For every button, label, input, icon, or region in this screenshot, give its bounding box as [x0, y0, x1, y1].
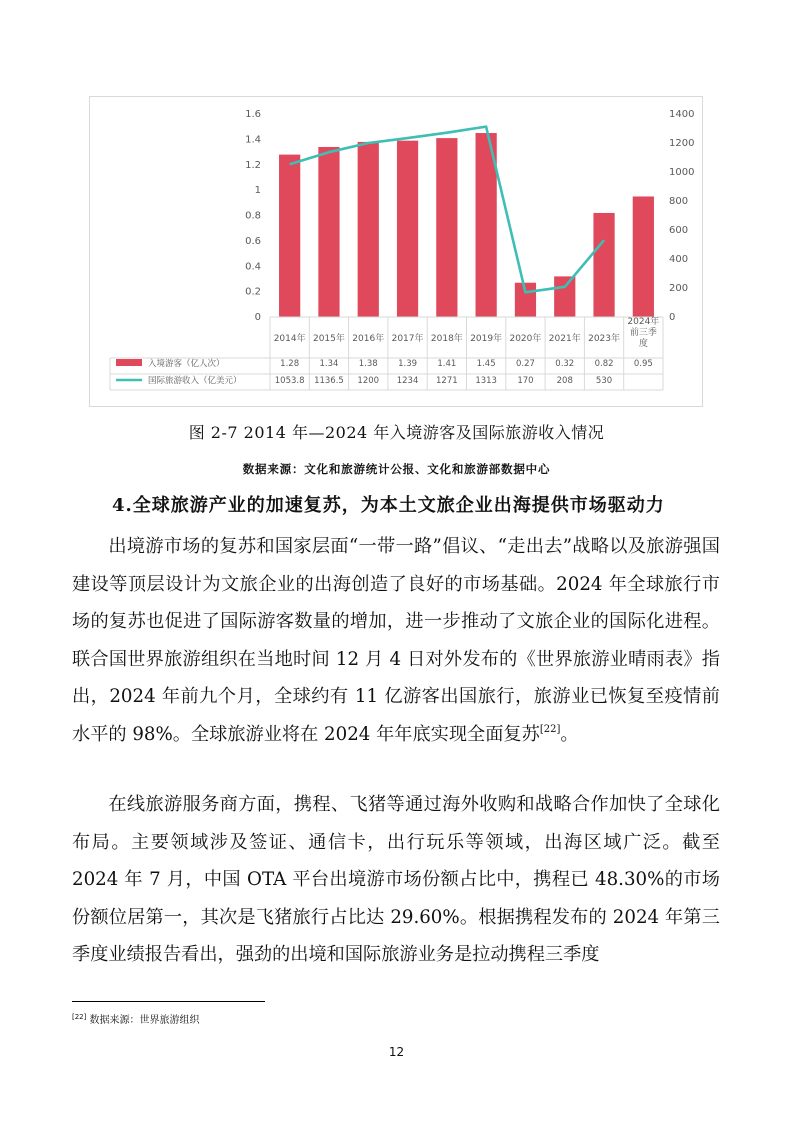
- footnote-text: 数据来源：世界旅游组织: [86, 1015, 200, 1026]
- category-label: 2015年: [312, 334, 345, 344]
- data-label: 1.41: [437, 359, 457, 369]
- figure-caption: 图 2-7 2014 年—2024 年入境游客及国际旅游收入情况: [188, 423, 605, 442]
- category-label: 2021年: [548, 334, 581, 344]
- legend-label: 入境游客（亿人次）: [148, 359, 225, 369]
- y-left-tick: 1.4: [245, 134, 261, 146]
- category-label: 2018年: [430, 334, 463, 344]
- y-left-tick: 0.8: [245, 210, 261, 222]
- data-label: 1271: [436, 376, 458, 386]
- data-label: 1053.8: [274, 376, 305, 386]
- data-label: 0.27: [515, 359, 535, 369]
- data-label: 1136.5: [314, 376, 344, 386]
- bar-visitors: [279, 155, 300, 317]
- y-right-tick: 800: [669, 196, 689, 207]
- footnote-divider: [72, 1001, 265, 1002]
- data-label: 1.38: [358, 359, 378, 369]
- y-left-tick: 0.4: [245, 261, 261, 273]
- y-right-tick: 1400: [669, 109, 695, 120]
- paragraph-2: 在线旅游服务商方面，携程、飞猪等通过海外收购和战略合作加快了全球化布局。主要领域涉及签证、通信卡，出行玩乐等领域，出海区域广泛。截至 2024 年 7 月，中国 OTA 平台出境游市场份额占比中，携程已 48.30%的市场份额位居第一，其次是飞猪旅行占比达 29.60%。根据携程发布的 2024 年第三季度业绩报告看出，强劲的出境和国际旅游业务是拉动携程三季度: [72, 794, 720, 965]
- data-label: 1.45: [476, 359, 496, 369]
- data-label: 1234: [396, 376, 419, 386]
- footnote: [72, 1011, 200, 1026]
- paragraph-1-end: 。: [560, 723, 579, 745]
- bar-visitors: [318, 147, 339, 317]
- paragraph-1-text: 出境游市场的复苏和国家层面“一带一路”倡议、“走出去”战略以及旅游强国建设等顶层设计为文旅企业的出海创造了良好的市场基础。2024 年全球旅行市场的复苏也促进了国际游客数量的增加，进一步推动了文旅企业的国际化进程。联合国世界旅游组织在当地时间 12 月 4 日对外发布的《世界旅游业晴雨表》指出，2024 年前九个月，全球约有 11 亿游客出国旅行，旅游业已恢复至疫情前水平的 98%。全球旅游业将在 2024 年年底实现全面复苏: [72, 536, 720, 745]
- bar-visitors: [397, 141, 418, 317]
- section-heading: 4.全球旅游产业的加速复苏，为本土文旅企业出海提供市场驱动力: [112, 495, 665, 516]
- category-label: 2017年: [391, 334, 424, 344]
- data-label: 1200: [357, 376, 380, 386]
- bar-visitors: [358, 142, 379, 317]
- data-label: 0.95: [633, 359, 653, 369]
- figure-chart: [89, 96, 703, 407]
- data-label: 530: [595, 376, 613, 386]
- y-left-tick: 0.2: [245, 286, 261, 298]
- data-label: 170: [517, 376, 534, 386]
- y-right-tick: 1200: [669, 138, 695, 149]
- data-label: 1.28: [280, 359, 300, 369]
- category-label: 2024年: [627, 317, 660, 327]
- category-label: 度: [638, 339, 648, 349]
- data-label: 1.34: [319, 359, 339, 369]
- citation-ref: [22]: [539, 723, 561, 735]
- page-number: 12: [388, 1045, 405, 1059]
- category-label: 2020年: [509, 334, 542, 344]
- y-left-tick: 0: [254, 312, 261, 323]
- y-right-tick: 400: [669, 254, 689, 265]
- bar-visitors: [633, 196, 654, 317]
- y-right-tick: 200: [669, 283, 689, 294]
- y-left-tick: 1.2: [245, 159, 261, 171]
- footnote-marker: [22]: [72, 1013, 87, 1021]
- data-label: 208: [556, 376, 573, 386]
- legend-label: 国际旅游收入（亿美元）: [148, 376, 242, 386]
- category-label: 2016年: [352, 334, 385, 344]
- chart-svg: [90, 97, 704, 408]
- bar-visitors: [436, 138, 457, 317]
- legend-swatch-visitors: [116, 359, 142, 366]
- y-right-tick: 0: [669, 312, 676, 323]
- bar-visitors: [593, 213, 614, 317]
- y-right-tick: 600: [669, 225, 689, 236]
- bar-visitors: [554, 276, 575, 317]
- paragraph-1: [72, 528, 720, 753]
- category-label: 2014年: [273, 334, 306, 344]
- data-label: 0.32: [555, 359, 575, 369]
- category-label: 2023年: [588, 334, 621, 344]
- category-label: 2019年: [470, 334, 503, 344]
- data-label: 1313: [475, 376, 497, 386]
- figure-source: 数据来源：文化和旅游统计公报、文化和旅游部数据中心: [242, 462, 551, 476]
- y-right-tick: 1000: [669, 167, 695, 178]
- data-label: 0.82: [594, 359, 614, 369]
- y-left-tick: 1.6: [245, 109, 261, 120]
- y-left-tick: 0.6: [245, 235, 261, 247]
- data-label: 1.39: [398, 359, 418, 369]
- category-label: 前三季: [629, 328, 657, 338]
- y-left-tick: 1: [254, 185, 261, 197]
